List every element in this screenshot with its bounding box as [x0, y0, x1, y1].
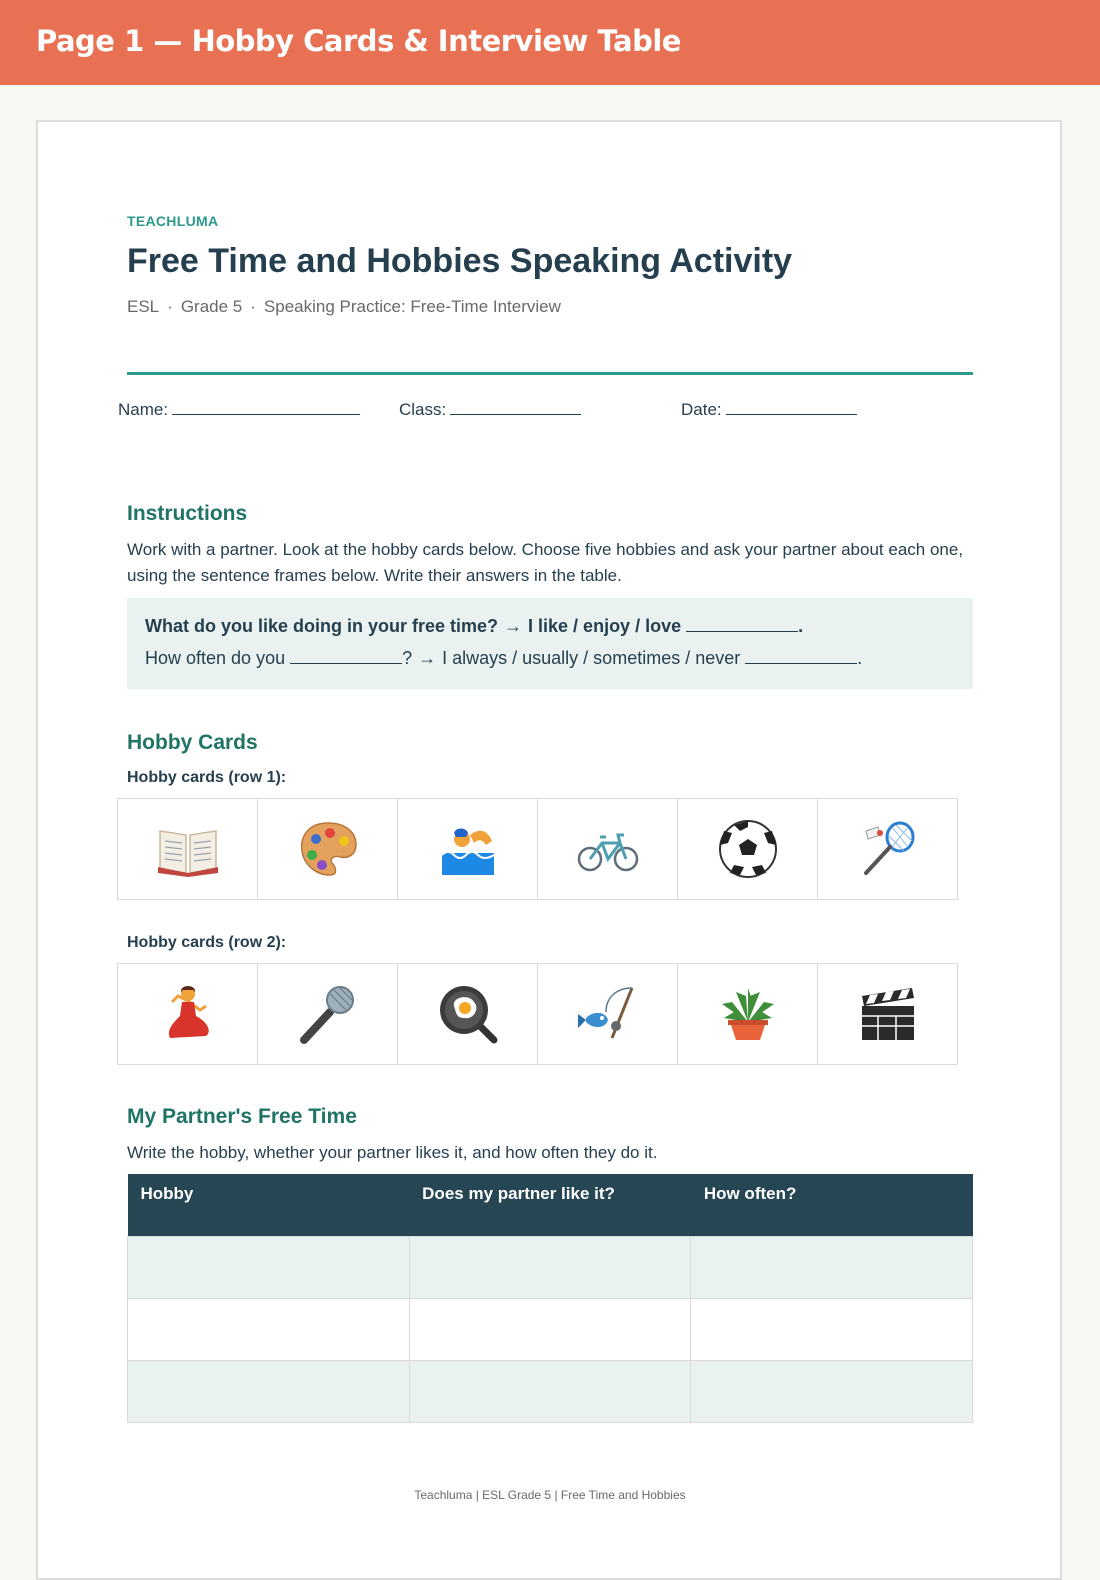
page-banner [0, 0, 1100, 85]
hobby-cards-row-2 [117, 963, 963, 1065]
hobby-row1-label: Hobby cards (row 1): [127, 769, 287, 786]
hobby-card-fishing[interactable] [537, 963, 678, 1065]
date-label: Date: [681, 400, 722, 419]
paint-palette-icon [296, 817, 360, 881]
hobby-row2-label: Hobby cards (row 2): [127, 934, 287, 951]
table-cell-frequency[interactable] [691, 1360, 973, 1422]
page-footer: Teachluma | ESL Grade 5 | Free Time and Hobbies [414, 1488, 686, 1502]
frame1-question: What do you like doing in your free time? [145, 616, 499, 636]
instructions-heading: Instructions [127, 502, 248, 525]
worksheet-subtitle [127, 297, 561, 317]
frame2-answer-blank [745, 645, 857, 664]
table-row [128, 1360, 973, 1422]
badminton-icon [856, 817, 920, 881]
table-row [128, 1298, 973, 1360]
grade-label: Grade 5 [180, 297, 243, 316]
name-blank[interactable] [172, 398, 360, 415]
clapper-board-icon [856, 982, 920, 1046]
frame2-answer: I always / usually / sometimes / never [442, 648, 741, 668]
table-cell-likes[interactable] [409, 1298, 691, 1360]
hobby-card-football[interactable] [677, 798, 818, 900]
dancer-icon [156, 982, 220, 1046]
partner-interview-table [127, 1174, 973, 1423]
hobby-card-swimming[interactable] [397, 798, 538, 900]
sentence-frame-1 [145, 610, 955, 642]
column-header-frequency: How often? [691, 1174, 973, 1236]
table-cell-frequency[interactable] [691, 1298, 973, 1360]
instructions-text: Work with a partner. Look at the hobby cards below. Choose five hobbies and ask your partner about each one, using the sentence frames below. Write their answers in the table. [127, 540, 964, 585]
date-field[interactable] [681, 398, 857, 420]
microphone-icon [296, 982, 360, 1046]
table-cell-hobby[interactable] [128, 1298, 410, 1360]
table-cell-likes[interactable] [409, 1360, 691, 1422]
class-field[interactable] [399, 398, 581, 420]
potted-plant-icon [716, 982, 780, 1046]
hobby-card-cooking[interactable] [397, 963, 538, 1065]
hobby-cards-row-1 [117, 798, 963, 900]
partner-table-heading: My Partner's Free Time [127, 1105, 357, 1128]
hobby-card-badminton[interactable] [817, 798, 958, 900]
frame2-question: How often do you [145, 648, 286, 668]
subject-label: ESL [127, 297, 160, 316]
separator-dot: · [250, 297, 256, 316]
column-header-likes: Does my partner like it? [409, 1174, 691, 1236]
bicycle-icon [576, 817, 640, 881]
frame1-blank [686, 613, 798, 632]
table-cell-hobby[interactable] [128, 1236, 410, 1298]
table-row [128, 1236, 973, 1298]
table-cell-hobby[interactable] [128, 1360, 410, 1422]
frame2-qend: ? [402, 648, 413, 668]
arrow-icon: → [504, 616, 523, 636]
fishing-pole-icon [576, 982, 640, 1046]
open-book-icon [156, 817, 220, 881]
frame1-end: . [798, 616, 804, 636]
hobby-card-cycling[interactable] [537, 798, 678, 900]
name-label: Name: [118, 400, 169, 419]
name-field[interactable] [118, 398, 360, 420]
class-label: Class: [399, 400, 447, 419]
soccer-ball-icon [716, 817, 780, 881]
worksheet-title: Free Time and Hobbies Speaking Activity [127, 242, 793, 280]
frame2-end: . [857, 648, 863, 668]
swimmer-icon [436, 817, 500, 881]
hobby-card-singing[interactable] [257, 963, 398, 1065]
table-cell-frequency[interactable] [691, 1236, 973, 1298]
table-cell-likes[interactable] [409, 1236, 691, 1298]
frame2-question-blank [290, 645, 402, 664]
hobby-card-painting[interactable] [257, 798, 398, 900]
frying-pan-egg-icon [436, 982, 500, 1046]
sentence-frames-box [127, 598, 973, 689]
class-blank[interactable] [450, 398, 581, 415]
column-header-hobby: Hobby [128, 1174, 410, 1236]
arrow-icon: → [418, 648, 437, 668]
brand-name: TEACHLUMA [127, 213, 219, 229]
title-divider [127, 372, 973, 375]
sentence-frame-2 [145, 642, 955, 674]
partner-table-instruction: Write the hobby, whether your partner likes it, and how often they do it. [127, 1143, 658, 1162]
hobby-card-gardening[interactable] [677, 963, 818, 1065]
hobby-cards-heading: Hobby Cards [127, 731, 258, 754]
banner-title: Page 1 — Hobby Cards & Interview Table [36, 24, 681, 58]
hobby-card-dancing[interactable] [117, 963, 258, 1065]
hobby-card-movies[interactable] [817, 963, 958, 1065]
hobby-card-reading[interactable] [117, 798, 258, 900]
date-blank[interactable] [726, 398, 857, 415]
frame1-answer: I like / enjoy / love [528, 616, 682, 636]
activity-label: Speaking Practice: Free-Time Interview [263, 297, 561, 316]
separator-dot: · [167, 297, 173, 316]
table-header-row [128, 1174, 973, 1236]
